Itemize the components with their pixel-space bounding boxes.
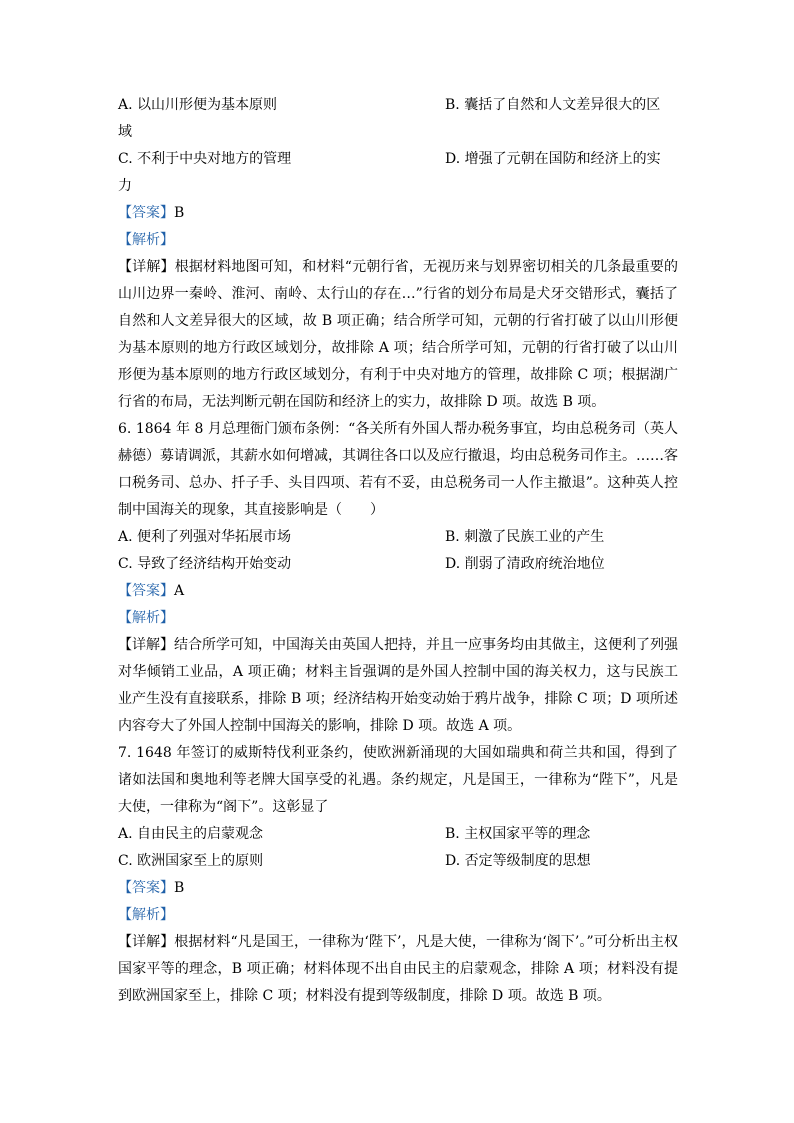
detail-text: 结合所学可知，中国海关由英国人把持，并且一应事务均由其做主，这便利了列强对华倾销工业品，A 项正确；材料主旨强调的是外国人控制中国的海关权力，这与民族工业产生没有直接联系，排除 B 项；经济结构开始变动始于鸦片战争，排除 C 项；D 项所述内容夸大了外国人控制中国海关的影响，排除 D 项。故选 A 项。 bbox=[118, 637, 678, 734]
answer-tag: 【答案】 bbox=[118, 583, 174, 599]
analysis-tag: 【解析】 bbox=[118, 610, 174, 626]
analysis-tag: 【解析】 bbox=[118, 232, 174, 248]
answer-tag: 【答案】 bbox=[118, 205, 174, 221]
q6-answer bbox=[118, 578, 678, 605]
q7-options-row-2 bbox=[118, 848, 678, 875]
q6-analysis-tag bbox=[118, 605, 678, 632]
q7-options-row-1 bbox=[118, 821, 678, 848]
q5-detail bbox=[118, 254, 678, 416]
q6-options-row-1 bbox=[118, 524, 678, 551]
q5-option-b-wrap: 域 bbox=[118, 124, 132, 140]
q5-options-row-2 bbox=[118, 146, 678, 173]
q6-option-b: B. 刺激了民族工业的产生 bbox=[445, 529, 605, 545]
answer-value: B bbox=[174, 205, 185, 221]
q7-answer bbox=[118, 875, 678, 902]
q5-answer bbox=[118, 200, 678, 227]
q7-stem: 7. 1648 年签订的威斯特伐利亚条约，使欧洲新涌现的大国如瑞典和荷兰共和国，得到了诸如法国和奥地利等老牌大国享受的礼遇。条约规定，凡是国王，一律称为“陛下”，凡是大使，一律称为“阁下”。这彰显了 bbox=[118, 745, 678, 815]
document-content bbox=[118, 92, 678, 1010]
q6-option-a: A. 便利了列强对华拓展市场 bbox=[118, 529, 292, 545]
answer-tag: 【答案】 bbox=[118, 880, 174, 896]
q6-stem: 6. 1864 年 8 月总理衙门颁布条例：“各关所有外国人帮办税务事宜，均由总税务司（英人赫德）募请调派，其薪水如何增减，其调往各口以及应行撤退，均由总税务司作主。……客口税务司、总办、扦子手、头目四项、若有不妥，由总税务司一人作主撤退”。这种英人控制中国海关的现象，其直接影响是（ ） bbox=[118, 421, 678, 518]
q6-option-d: D. 削弱了清政府统治地位 bbox=[445, 556, 605, 572]
q7-option-a: A. 自由民主的启蒙观念 bbox=[118, 826, 264, 842]
q6-detail bbox=[118, 632, 678, 740]
detail-tag: 【详解】 bbox=[118, 934, 175, 950]
q5-option-d-wrap: 力 bbox=[118, 178, 132, 194]
detail-text: 根据材料地图可知，和材料“元朝行省，无视历来与划界密切相关的几条最重要的山川边界一秦岭、淮河、南岭、太行山的存在…”行省的划分布局是犬牙交错形式，囊括了自然和人文差异很大的区域，故 B 项正确；结合所学可知，元朝的行省打破了以山川形便为基本原则的地方行政区域划分，故排除 A 项；结合所学可知，元朝的行省打破了以山川形便为基本原则的地方行政区域划分，有利于中央对地方的管理，故排除 C 项；根据湖广行省的布局，无法判断元朝在国防和经济上的实力，故排除 D 项。故选 B 项。 bbox=[118, 259, 679, 410]
q5-option-b: B. 囊括了自然和人文差异很大的区 bbox=[445, 97, 661, 113]
answer-value: B bbox=[174, 880, 185, 896]
q6-option-c: C. 导致了经济结构开始变动 bbox=[118, 556, 292, 572]
q7-option-c: C. 欧洲国家至上的原则 bbox=[118, 853, 264, 869]
answer-value: A bbox=[174, 583, 185, 599]
q7-detail bbox=[118, 929, 678, 1010]
detail-text: 根据材料“凡是国王，一律称为‘陛下’，凡是大使，一律称为‘阁下’。”可分析出主权国家平等的理念，B 项正确；材料体现不出自由民主的启蒙观念，排除 A 项；材料没有提到欧洲国家至上，排除 C 项；材料没有提到等级制度，排除 D 项。故选 B 项。 bbox=[118, 934, 679, 1004]
q7-option-d: D. 否定等级制度的思想 bbox=[445, 853, 591, 869]
q5-option-c: C. 不利于中央对地方的管理 bbox=[118, 151, 292, 167]
analysis-tag: 【解析】 bbox=[118, 907, 174, 923]
detail-tag: 【详解】 bbox=[118, 259, 175, 275]
q6-options-row-2 bbox=[118, 551, 678, 578]
detail-tag: 【详解】 bbox=[118, 637, 174, 653]
q5-option-d: D. 增强了元朝在国防和经济上的实 bbox=[445, 151, 661, 167]
q5-analysis-tag bbox=[118, 227, 678, 254]
q7-analysis-tag bbox=[118, 902, 678, 929]
q7-option-b: B. 主权国家平等的理念 bbox=[445, 826, 591, 842]
q5-options-row-1 bbox=[118, 92, 678, 119]
q5-option-a: A. 以山川形便为基本原则 bbox=[118, 97, 278, 113]
